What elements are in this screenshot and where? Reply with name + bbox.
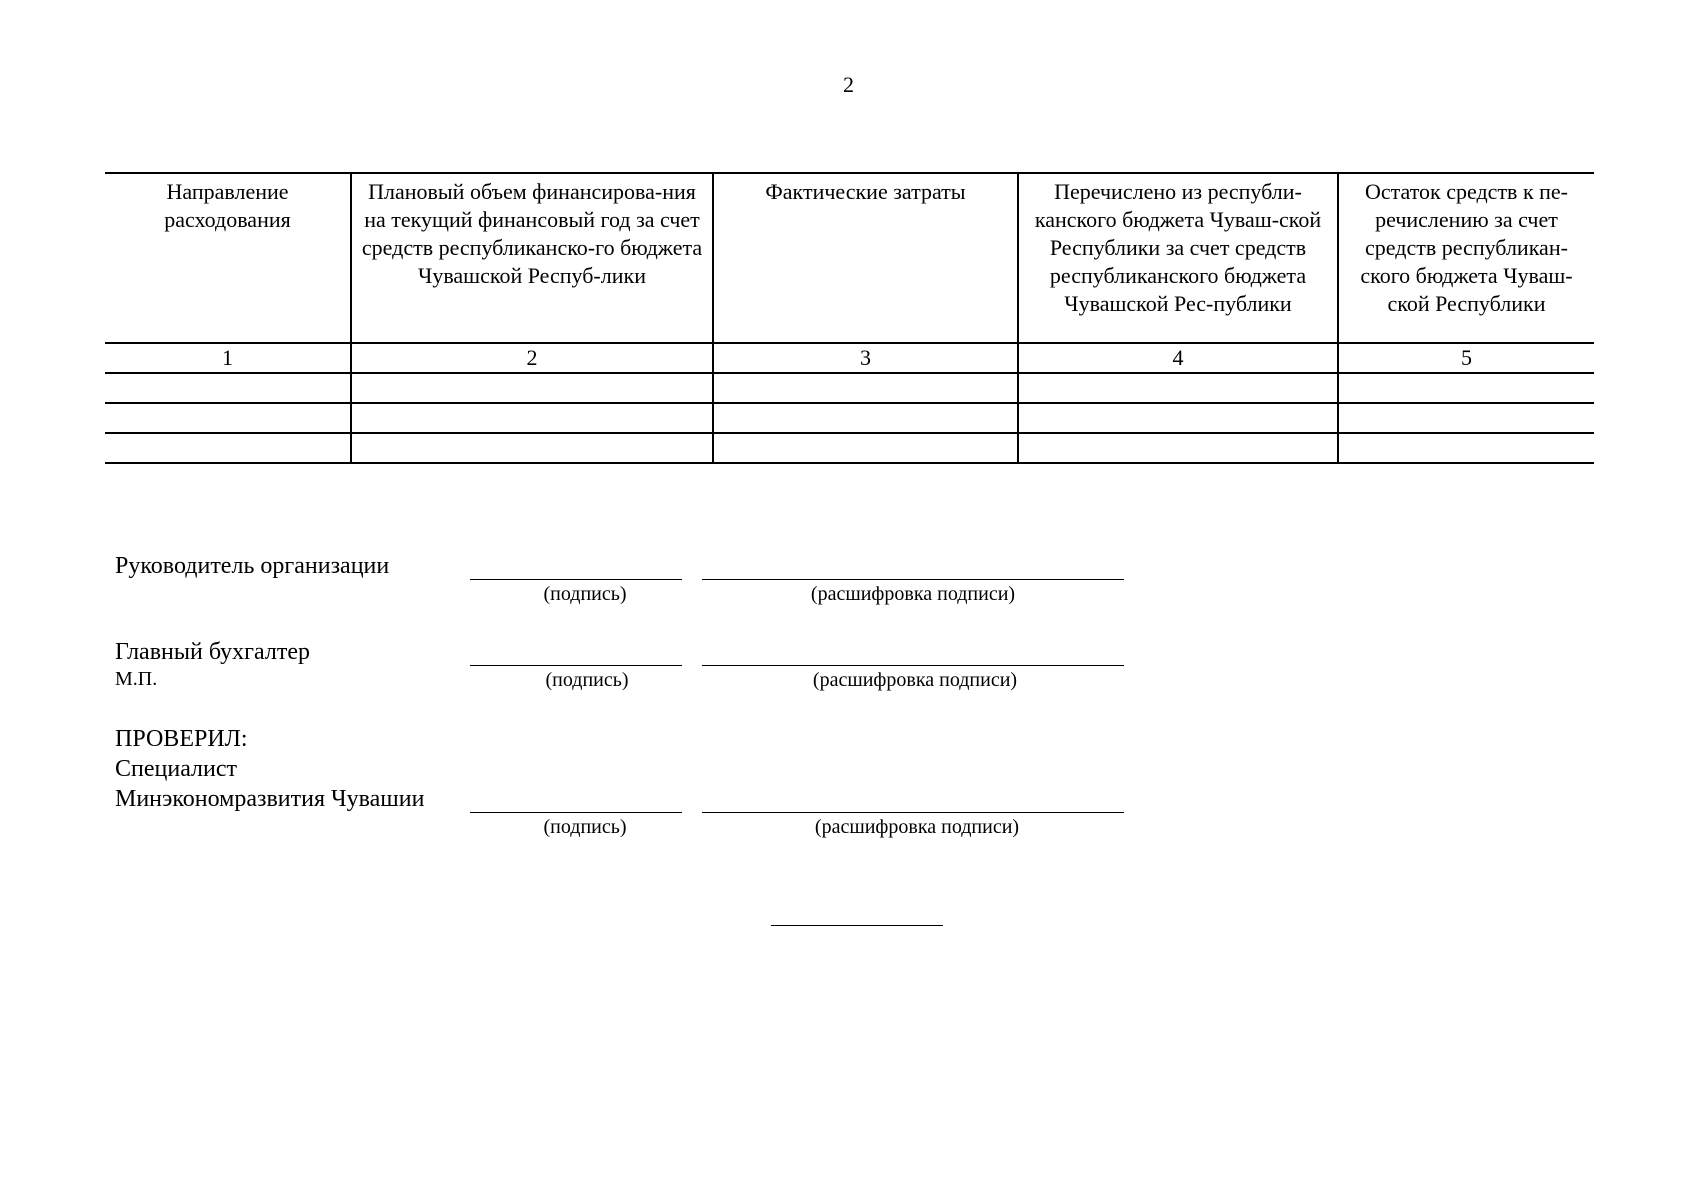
table-cell bbox=[105, 373, 351, 403]
report-table bbox=[105, 172, 1594, 464]
column-number: 3 bbox=[713, 343, 1018, 373]
ministry-label: Минэкономразвития Чувашии bbox=[115, 786, 425, 812]
chief-accountant-label: Главный бухгалтер bbox=[115, 639, 310, 665]
table-cell bbox=[351, 403, 713, 433]
accountant-signature-line bbox=[470, 665, 682, 666]
column-number: 4 bbox=[1018, 343, 1338, 373]
table-cell bbox=[713, 433, 1018, 463]
stamp-place-label: М.П. bbox=[115, 668, 158, 690]
specialist-label: Специалист bbox=[115, 756, 238, 782]
checker-signature-line bbox=[470, 812, 682, 813]
document-end-divider bbox=[771, 925, 943, 926]
table-header-row bbox=[105, 173, 1594, 343]
table-cell bbox=[1018, 433, 1338, 463]
header-planned-financing: Плановый объем финансирова-ния на текущий финансовый год за счет средств республиканско-го бюджета Чувашской Респуб-лики bbox=[351, 173, 713, 343]
table-cell bbox=[1018, 373, 1338, 403]
table-cell bbox=[105, 433, 351, 463]
head-signature-line bbox=[470, 579, 682, 580]
checker-decoding-line bbox=[702, 812, 1124, 813]
table-row bbox=[105, 403, 1594, 433]
table-cell bbox=[1338, 373, 1594, 403]
table-cell bbox=[713, 373, 1018, 403]
checker-signature-caption: (подпись) bbox=[543, 816, 627, 838]
table-row bbox=[105, 433, 1594, 463]
table-cell bbox=[713, 403, 1018, 433]
table-cell bbox=[1018, 403, 1338, 433]
accountant-signature-caption: (подпись) bbox=[545, 669, 629, 691]
table-cell bbox=[1338, 433, 1594, 463]
head-signature-caption: (подпись) bbox=[543, 583, 627, 605]
head-decoding-line bbox=[702, 579, 1124, 580]
accountant-decoding-line bbox=[702, 665, 1124, 666]
accountant-decoding-caption: (расшифровка подписи) bbox=[812, 669, 1018, 691]
table-cell bbox=[105, 403, 351, 433]
checked-heading: ПРОВЕРИЛ: bbox=[115, 726, 248, 752]
column-number-row bbox=[105, 343, 1594, 373]
header-remaining-balance: Остаток средств к пе-речислению за счет средств республикан-ского бюджета Чуваш-ской Республики bbox=[1338, 173, 1594, 343]
table-cell bbox=[351, 433, 713, 463]
head-of-organization-label: Руководитель организации bbox=[115, 553, 390, 579]
table-cell bbox=[1338, 403, 1594, 433]
table-cell bbox=[351, 373, 713, 403]
checker-decoding-caption: (расшифровка подписи) bbox=[814, 816, 1020, 838]
column-number: 2 bbox=[351, 343, 713, 373]
column-number: 5 bbox=[1338, 343, 1594, 373]
head-decoding-caption: (расшифровка подписи) bbox=[810, 583, 1016, 605]
header-actual-costs: Фактические затраты bbox=[713, 173, 1018, 343]
column-number: 1 bbox=[105, 343, 351, 373]
page-number: 2 bbox=[843, 72, 854, 97]
header-transferred: Перечислено из республи-канского бюджета Чуваш-ской Республики за счет средств республиканского бюджета Чувашской Рес-публики bbox=[1018, 173, 1338, 343]
table-row bbox=[105, 373, 1594, 403]
header-spending-direction: Направление расходования bbox=[105, 173, 351, 343]
